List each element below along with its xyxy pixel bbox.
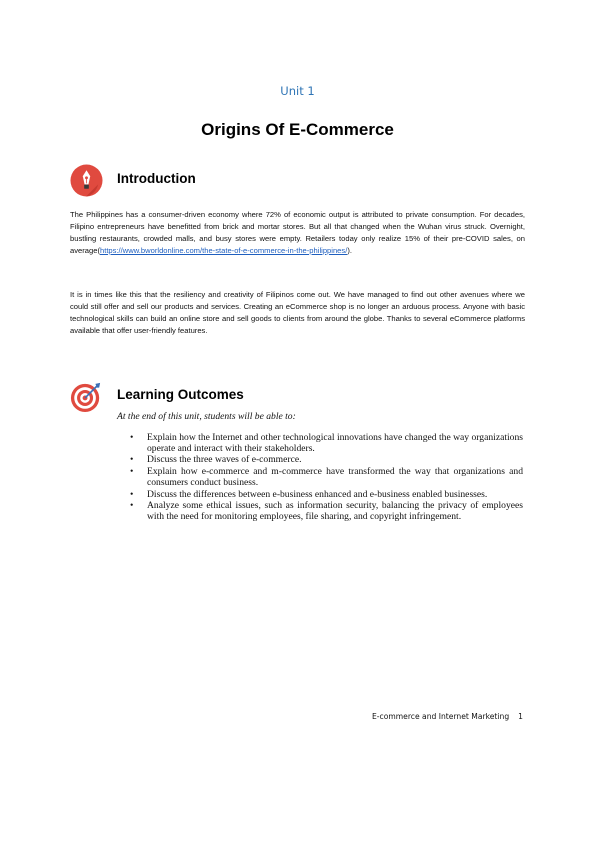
source-link[interactable]: https://www.bworldonline.com/the-state-of-e-commerce-in-the-philippines/: [99, 246, 348, 255]
learning-outcomes-list: [130, 433, 523, 524]
page-title: Origins Of E-Commerce: [201, 120, 394, 139]
bullet-icon: •: [130, 466, 134, 478]
list-item: [130, 467, 523, 488]
outcome-text: Analyze some ethical issues, such as information security, balancing the privacy of employees with the need for monitoring employees, file sharing, and copyright infringement.: [147, 500, 523, 522]
introduction-heading: Introduction: [117, 171, 196, 186]
outcome-text: Discuss the three waves of e-commerce.: [147, 454, 302, 466]
page-footer: [372, 712, 523, 721]
list-item: [130, 501, 523, 522]
outcome-text: Explain how the Internet and other technological innovations have changed the way organizations operate and interact with their stakeholders.: [147, 432, 523, 454]
bullet-icon: •: [130, 488, 134, 500]
intro-paragraph-1-end: ).: [347, 246, 352, 255]
learning-outcomes-intro: At the end of this unit, students will be able to:: [117, 411, 296, 422]
footer-text: E-commerce and Internet Marketing: [372, 712, 510, 721]
intro-paragraph-1-text: The Philippines has a consumer-driven economy where 72% of economic output is attributed to private consumption. For decades, Filipino entrepreneurs have benefitted from brick and mortar stores. But all that changed when the Wuhan virus struck. Overnight, bustling restaurants, crowded malls, and busy stores were empty. Retailers today only realize 15% of their pre-COVID sales, on average(: [70, 210, 525, 255]
page-number: 1: [518, 712, 523, 721]
list-item: [130, 455, 523, 466]
bullet-icon: •: [130, 500, 134, 512]
bullet-icon: •: [130, 454, 134, 466]
intro-paragraph-1: [70, 209, 525, 257]
unit-label: Unit 1: [280, 84, 315, 98]
outcome-text: Explain how e-commerce and m-commerce have transformed the way that organizations and consumers conduct business.: [147, 466, 523, 488]
fountain-pen-icon: [70, 164, 103, 197]
intro-paragraph-2: It is in times like this that the resiliency and creativity of Filipinos come out. We have managed to find out other avenues where we could still offer and sell our products and services. Creating an eCommerce shop is no longer an arduous process. Anyone with basic technological skills can build an online store and sell goods to clients from around the globe. Thanks to several eCommerce platforms available that offer user-friendly features.: [70, 290, 525, 335]
bullet-icon: •: [130, 432, 134, 443]
learning-outcomes-heading: Learning Outcomes: [117, 387, 244, 402]
list-item: [130, 490, 523, 501]
target-dart-icon: [70, 381, 102, 413]
outcome-text: Discuss the differences between e-business enhanced and e-business enabled businesses.: [147, 488, 488, 500]
list-item: [130, 433, 523, 454]
